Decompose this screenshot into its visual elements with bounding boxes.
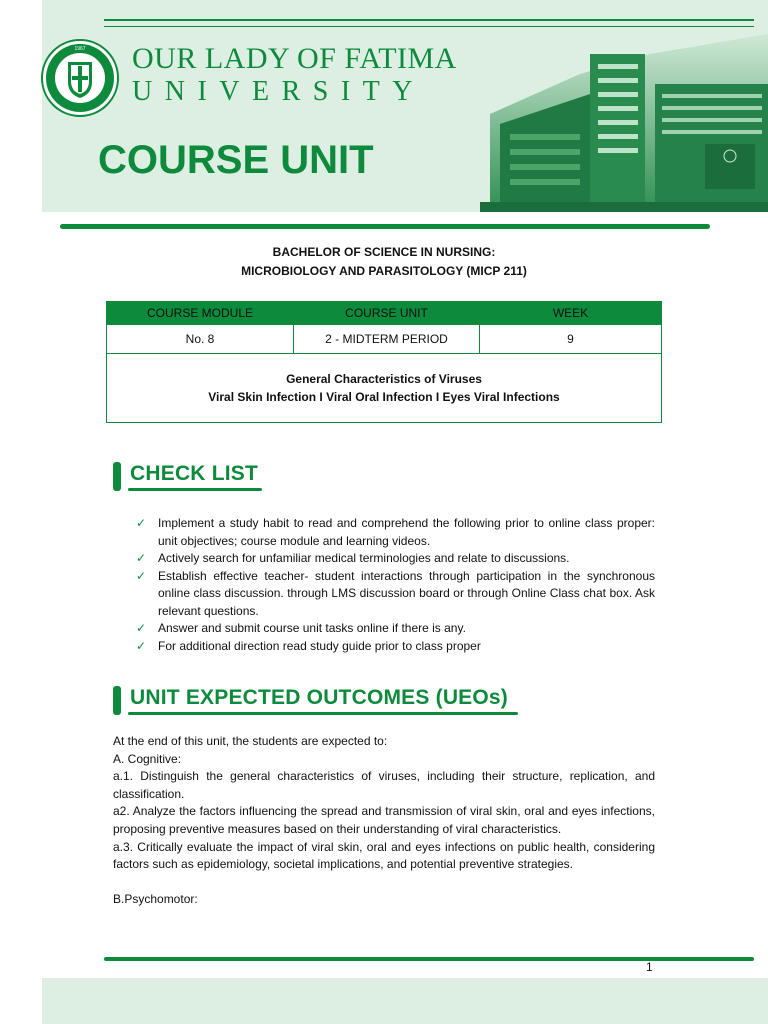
- cell-week: 9: [480, 325, 662, 354]
- svg-text:1967: 1967: [74, 46, 86, 52]
- document-title: COURSE UNIT: [98, 138, 374, 182]
- list-item: ✓ Actively search for unfamiliar medical terminologies and relate to discussions.: [134, 550, 655, 568]
- outcome-a2: a2. Analyze the factors influencing the spread and transmission of viral skin, oral and eyes infections, proposing preventive measures based on their understanding of viral characteristics.: [113, 804, 655, 836]
- course-title: MICROBIOLOGY AND PARASITOLOGY (MICP 211): [241, 264, 527, 278]
- footer-divider: [104, 957, 754, 961]
- header-week: WEEK: [480, 302, 662, 325]
- cell-module: No. 8: [107, 325, 294, 354]
- checkmark-icon: ✓: [136, 551, 147, 565]
- checklist: [134, 515, 655, 655]
- header-course-module: COURSE MODULE: [107, 302, 294, 325]
- footer-band: [42, 978, 768, 1024]
- list-item: ✓ Answer and submit course unit tasks online if there is any.: [134, 620, 655, 638]
- header-margin: [0, 0, 42, 212]
- page-number: 1: [646, 960, 653, 974]
- header-course-unit: COURSE UNIT: [294, 302, 480, 325]
- program-title: BACHELOR OF SCIENCE IN NURSING:: [272, 245, 496, 259]
- outcomes-body: [113, 733, 655, 909]
- list-item: ✓ Establish effective teacher- student interactions through participation in the synchronous online class discussion. through LMS discussion board or through Online Class chat box. Ask relevant questions.: [136, 568, 655, 618]
- spacer: [113, 874, 655, 892]
- header-top-rule: [104, 19, 754, 21]
- checklist-heading-underline: [128, 488, 262, 491]
- checkmark-icon: ✓: [136, 638, 147, 653]
- topic-cell: [107, 354, 662, 423]
- checkmark-icon: ✓: [136, 568, 147, 583]
- university-name: OUR LADY OF FATIMA: [132, 42, 457, 75]
- list-item: ✓ For additional direction read study guide prior to class proper: [134, 638, 655, 656]
- psychomotor-label: B.Psychomotor:: [113, 892, 198, 907]
- header-top-rule-thin: [104, 26, 754, 27]
- outcomes-heading-underline: [128, 712, 518, 715]
- outcomes-intro: At the end of this unit, the students are expected to:: [113, 734, 388, 748]
- table-row: [107, 325, 662, 354]
- topic-title: General Characteristics of Viruses: [286, 372, 482, 386]
- university-name-line2: UNIVERSITY: [132, 76, 425, 107]
- section-marker: [113, 462, 121, 491]
- university-seal-logo: [40, 38, 120, 118]
- cell-unit: 2 - MIDTERM PERIOD: [294, 325, 480, 354]
- outcome-a3: a.3. Critically evaluate the impact of viral skin, oral and eyes infections on public health, considering factors such as epidemiology, societal implications, and potential preventive strategies.: [113, 839, 655, 872]
- table-topic-row: [107, 354, 662, 423]
- course-info-table: [106, 301, 662, 423]
- campus-building-image: [470, 34, 768, 212]
- header-divider: [60, 224, 710, 229]
- outcome-a1: a.1. Distinguish the general characteristics of viruses, including their structure, replication, and classification.: [113, 769, 655, 801]
- checkmark-icon: ✓: [136, 516, 147, 530]
- topic-subtitle: Viral Skin Infection I Viral Oral Infection I Eyes Viral Infections: [208, 390, 560, 404]
- checklist-heading: CHECK LIST: [130, 462, 258, 485]
- outcomes-heading: UNIT EXPECTED OUTCOMES (UEOs): [130, 686, 508, 709]
- cognitive-label: A. Cognitive:: [113, 751, 182, 766]
- checkmark-icon: ✓: [136, 621, 147, 635]
- section-marker: [113, 686, 121, 715]
- table-header-row: [107, 302, 662, 325]
- list-item: ✓ Implement a study habit to read and comprehend the following prior to online class proper: unit objectives; course module and learning videos.: [136, 516, 655, 548]
